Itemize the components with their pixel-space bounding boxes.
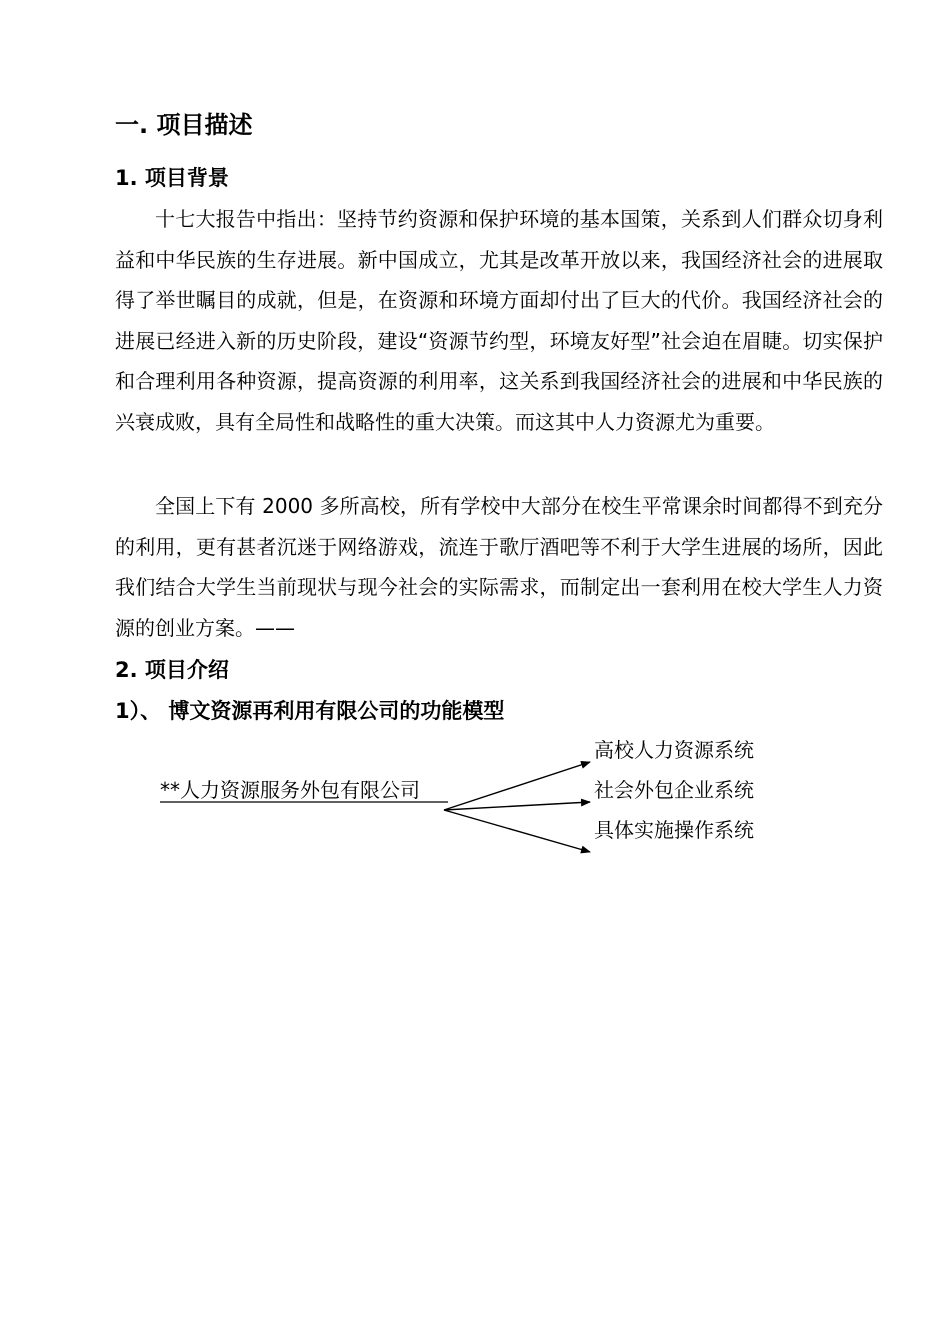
- function-model-diagram: [0, 730, 950, 870]
- arrow-to-target-3: [444, 810, 590, 852]
- heading-function-model: 1）、 博文资源再利用有限公司的功能模型: [115, 699, 505, 723]
- diagram-target-outsourcing: 社会外包企业系统: [594, 778, 754, 802]
- paragraph-background-2: 全国上下有 2000 多所高校，所有学校中大部分在校生平常课余时间都得不到充分的利用，更有甚者沉迷于网络游戏，流连于歌厅酒吧等不利于大学生进展的场所，因此我们结合大学生当前现状与现今社会的实际需求，而制定出一套利用在校大学生人力资源的创业方案。——: [115, 494, 883, 640]
- diagram-target-university-hr: 高校人力资源系统: [594, 738, 754, 762]
- diagram-arrows: [0, 730, 950, 870]
- heading-project-background: 1. 项目背景: [115, 166, 229, 190]
- diagram-source-company: **人力资源服务外包有限公司: [160, 778, 420, 802]
- heading-project-description: 一. 项目描述: [115, 111, 253, 139]
- diagram-target-operations: 具体实施操作系统: [594, 818, 754, 842]
- paragraph-background-1: 十七大报告中指出：坚持节约资源和保护环境的基本国策，关系到人们群众切身利益和中华民族的生存进展。新中国成立，尤其是改革开放以来，我国经济社会的进展取得了举世瞩目的成就，但是，在资源和环境方面却付出了巨大的代价。我国经济社会的进展已经进入新的历史阶段，建设“资源节约型，环境友好型”社会迫在眉睫。切实保护和合理利用各种资源，提高资源的利用率，这关系到我国经济社会的进展和中华民族的兴衰成败，具有全局性和战略性的重大决策。而这其中人力资源尤为重要。: [115, 207, 883, 434]
- heading-project-introduction: 2. 项目介绍: [115, 658, 229, 682]
